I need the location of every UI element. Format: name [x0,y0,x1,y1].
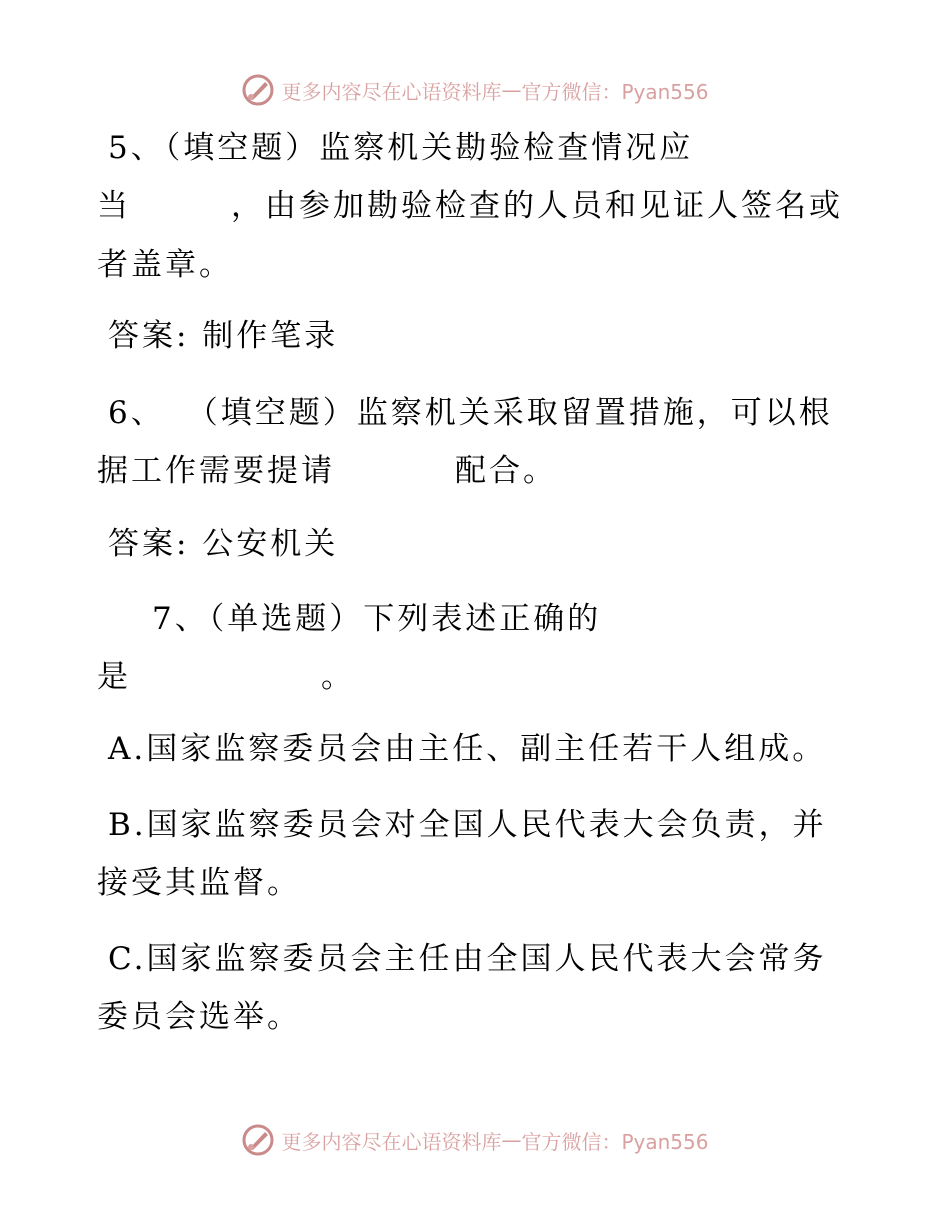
q5-line-2-end: ，由参加勘验检查的人员和见证人签名或 [231,188,843,224]
q7-option-c-line-1: C.国家监察委员会主任由全国人民代表大会常务 [108,941,827,977]
q7-line-2-end: 。 [321,659,355,695]
watermark-text-wechat: 官方微信：Pyan556 [521,1129,709,1154]
q5-line-1: 5、（填空题）监察机关勘验检查情况应 [108,130,694,166]
watermark-footer [0,1120,950,1160]
q7-option-b-line-1: B.国家监察委员会对全国人民代表大会负责，并 [108,807,827,843]
q6-number: 6、 [108,395,165,431]
brush-logo-icon [241,73,275,107]
q6-line-2-start: 据工作需要提请 [97,453,335,489]
watermark-text-wechat: 官方微信：Pyan556 [521,79,709,104]
watermark-text-dash: — [501,78,522,102]
q7-option-b-line-2: 接受其监督。 [97,865,301,901]
q6-answer: 答案: 公安机关 [108,526,339,562]
q5-line-2 [97,186,843,226]
q6-line-1-text: （填空题）监察机关采取留置措施，可以根 [186,395,833,431]
brush-logo-icon [241,1123,275,1157]
q7-option-c-line-2: 委员会选举。 [97,999,301,1035]
q6-line-2-end: 配合。 [455,453,557,489]
q7-line-2 [97,657,355,697]
q5-line-2-start: 当 [97,188,131,224]
watermark-text-main: 更多内容尽在心语资料库 [281,1129,502,1154]
q7-line-2-start: 是 [97,659,131,695]
watermark-text-dash: — [501,1128,522,1152]
q5-line-3: 者盖章。 [97,247,233,283]
q7-line-1: 7、（单选题）下列表述正确的 [152,601,602,637]
q7-option-a: A.国家监察委员会由主任、副主任若干人组成。 [108,731,827,767]
watermark-text-main: 更多内容尽在心语资料库 [281,79,502,104]
q5-answer: 答案: 制作笔录 [108,318,339,354]
q6-line-2 [97,451,557,491]
q6-line-1 [108,393,833,433]
watermark-header [0,70,950,110]
